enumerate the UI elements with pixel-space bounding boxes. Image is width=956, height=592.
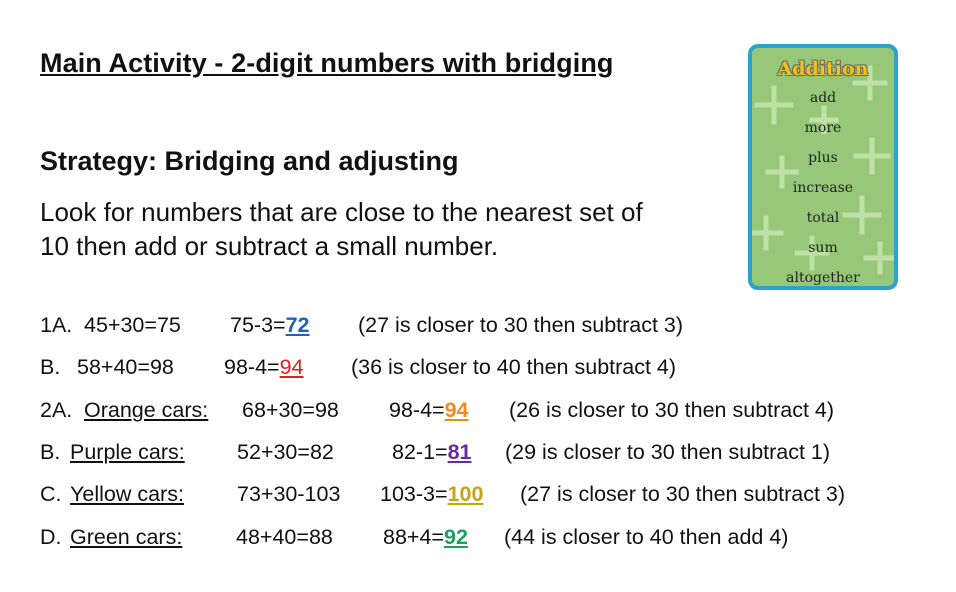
page-title: Main Activity - 2-digit numbers with bridging: [40, 48, 614, 78]
step-one: 73+30-103: [237, 482, 341, 506]
step-two-prefix: 103-3=: [380, 482, 448, 506]
card-word: more: [804, 120, 842, 136]
row-note: (27 is closer to 30 then subtract 3): [520, 482, 846, 506]
step-two-prefix: 98-4=: [389, 398, 445, 422]
step-two: [230, 312, 310, 338]
step-two: [224, 354, 304, 380]
answer-value: 92: [443, 525, 468, 549]
row-note: (27 is closer to 30 then subtract 3): [358, 313, 684, 337]
answer-value: 81: [447, 440, 472, 464]
card-word: altogether: [786, 270, 860, 286]
row-label: B.: [40, 355, 61, 379]
row-note: (29 is closer to 30 then subtract 1): [505, 440, 831, 464]
step-two-prefix: 82-1=: [392, 440, 448, 464]
strategy-heading: Strategy: Bridging and adjusting: [40, 146, 459, 176]
strategy-explanation: [40, 195, 760, 263]
explanation-line: Look for numbers that are close to the nearest set of: [40, 197, 643, 227]
row-category: Purple cars:: [70, 440, 185, 464]
step-two: [383, 524, 468, 550]
answer-value: 72: [285, 313, 310, 337]
row-label: D.: [40, 525, 62, 549]
row-category: Orange cars:: [84, 398, 209, 422]
card-title: Addition: [777, 58, 869, 80]
step-one: 48+40=88: [236, 525, 333, 549]
step-two: [392, 439, 472, 465]
row-note: (26 is closer to 30 then subtract 4): [509, 398, 835, 422]
card-word: add: [809, 90, 837, 106]
explanation-line: 10 then add or subtract a small number.: [40, 231, 499, 261]
row-label: C.: [40, 482, 62, 506]
step-two-prefix: 98-4=: [224, 355, 280, 379]
card-word: increase: [792, 180, 854, 196]
step-one: 52+30=82: [237, 440, 334, 464]
step-one: 45+30=75: [84, 313, 181, 337]
row-label: 1A.: [40, 313, 73, 337]
step-one: 68+30=98: [242, 398, 339, 422]
answer-value: 94: [444, 398, 469, 422]
row-label: B.: [40, 440, 61, 464]
card-word: sum: [808, 240, 838, 256]
row-note: (36 is closer to 40 then subtract 4): [351, 355, 677, 379]
step-two: [389, 397, 469, 423]
step-two: [380, 481, 483, 507]
answer-value: 100: [447, 482, 484, 506]
card-word: total: [806, 210, 840, 226]
step-two-prefix: 75-3=: [230, 313, 286, 337]
row-note: (44 is closer to 40 then add 4): [504, 525, 789, 549]
answer-value: 94: [279, 355, 304, 379]
card-word: plus: [808, 150, 838, 166]
step-one: 58+40=98: [77, 355, 174, 379]
row-label: 2A.: [40, 398, 73, 422]
row-category: Yellow cars:: [70, 482, 184, 506]
addition-vocabulary-card: [748, 44, 898, 290]
row-category: Green cars:: [70, 525, 183, 549]
step-two-prefix: 88+4=: [383, 525, 444, 549]
